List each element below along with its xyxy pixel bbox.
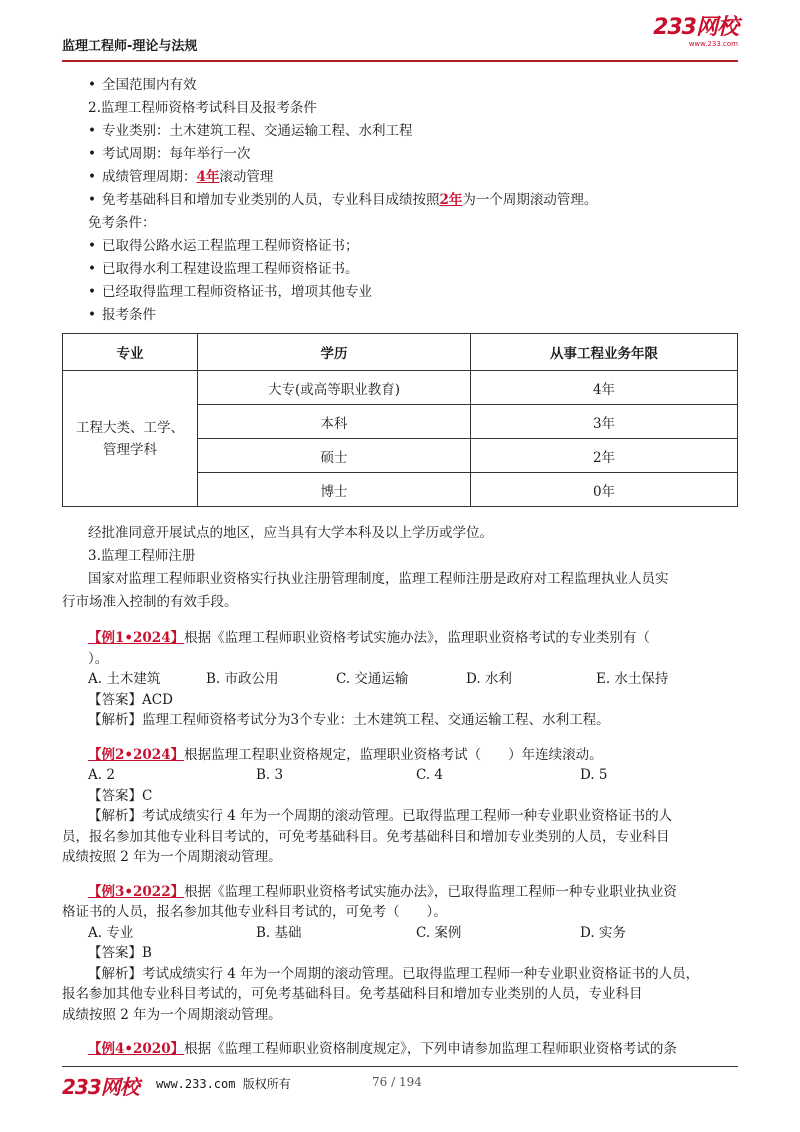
option: E. 水土保持 xyxy=(596,671,669,687)
page-header xyxy=(62,14,738,62)
page-footer xyxy=(62,1066,738,1097)
analysis: 成绩按照 2 年为一个周期滚动管理。 xyxy=(62,849,282,865)
exercise-tag: 【例4•2020】 xyxy=(88,1041,185,1057)
col-header-education: 学历 xyxy=(198,334,471,371)
bullet-item xyxy=(88,189,736,212)
option: C. 案例 xyxy=(416,924,462,941)
paragraph: 行市场准入控制的有效手段。 xyxy=(62,594,238,610)
table-row xyxy=(63,371,738,405)
requirements-table xyxy=(62,333,738,507)
bullet-item: • 专业类别：土木建筑工程、交通运输工程、水利工程 xyxy=(88,120,736,143)
education-cell: 博士 xyxy=(198,473,471,507)
major-line: 工程大类、工学、 xyxy=(76,419,184,436)
exercises-section xyxy=(62,628,738,1074)
bullet-item: • 报考条件 xyxy=(88,304,736,327)
answer: 【答案】ACD xyxy=(88,691,173,708)
question-text: ）。 xyxy=(88,650,109,667)
registration-section xyxy=(62,522,736,614)
years-cell: 0年 xyxy=(471,473,738,507)
years-cell: 4年 xyxy=(471,371,738,405)
question-text: 根据监理工程职业资格规定，监理职业资格考试（ ）年连续滚动。 xyxy=(184,746,603,763)
exercise-tag: 【例2•2024】 xyxy=(88,746,185,763)
highlight-term: 4年 xyxy=(196,169,220,185)
question xyxy=(88,1039,738,1060)
question xyxy=(88,882,738,903)
document-title: 监理工程师-理论与法规 xyxy=(62,39,198,54)
exercise-tag: 【例1•2024】 xyxy=(88,630,185,646)
analysis: 【解析】考试成绩实行 4 年为一个周期的滚动管理。已取得监理工程师一种专业职业资格证书的人员， xyxy=(88,965,700,982)
question-text: 根据《监理工程师职业资格制度规定》，下列申请参加监理工程师职业资格考试的条 xyxy=(184,1041,677,1057)
education-cell: 大专(或高等职业教育) xyxy=(198,371,471,405)
question-text: 根据《监理工程师职业资格考试实施办法》，监理职业资格考试的专业类别有（ xyxy=(184,630,650,646)
sub-heading: 免考条件： xyxy=(88,215,156,231)
intro-section xyxy=(88,74,736,327)
question xyxy=(88,628,738,649)
footer-copyright: www.233.com 版权所有 xyxy=(156,1077,291,1091)
bullet-item xyxy=(88,166,736,189)
years-cell: 3年 xyxy=(471,405,738,439)
text: 免考基础科目和增加专业类别的人员，专业科目成绩按照 xyxy=(102,192,440,208)
exercise-3 xyxy=(62,882,738,1026)
option: A. 土木建筑 xyxy=(88,671,161,687)
section-heading: 3.监理工程师注册 xyxy=(88,548,196,564)
answer: 【答案】C xyxy=(88,787,153,804)
text: 为一个周期滚动管理。 xyxy=(462,192,598,208)
answer: 【答案】B xyxy=(88,945,152,961)
exercise-2 xyxy=(62,745,738,868)
option: A. 2 xyxy=(88,767,115,783)
bullet-item: • 已经取得监理工程师资格证书，增项其他专业 xyxy=(88,281,736,304)
options xyxy=(88,765,738,786)
col-header-major: 专业 xyxy=(63,334,198,371)
analysis: 【解析】考试成绩实行 4 年为一个周期的滚动管理。已取得监理工程师一种专业职业资格证书的人 xyxy=(88,808,673,824)
option: C. 交通运输 xyxy=(336,671,409,687)
option: A. 专业 xyxy=(88,924,134,941)
option: D. 5 xyxy=(580,767,608,783)
paragraph: 经批准同意开展试点的地区，应当具有大学本科及以上学历或学位。 xyxy=(88,525,493,541)
paragraph: 国家对监理工程师职业资格实行执业注册管理制度，监理工程师注册是政府对工程监理执业人员实 xyxy=(88,571,669,587)
education-cell: 本科 xyxy=(198,405,471,439)
logo-wordmark: 233网校 xyxy=(653,15,738,40)
option: D. 水利 xyxy=(466,671,512,687)
options xyxy=(88,669,738,690)
major-line: 管理学科 xyxy=(103,441,157,458)
analysis: 报名参加其他专业科目考试的，可免考基础科目。免考基础科目和增加专业类别的人员，专业科目 xyxy=(62,986,643,1002)
option: D. 实务 xyxy=(580,924,626,941)
question-text: 根据《监理工程师职业资格考试实施办法》，已取得监理工程师一种专业职业执业资 xyxy=(184,883,677,900)
table-header-row xyxy=(63,334,738,371)
option: B. 基础 xyxy=(256,924,302,941)
option: B. 市政公用 xyxy=(206,671,279,687)
option: C. 4 xyxy=(416,767,444,783)
analysis: 【解析】监理工程师资格考试分为3个专业：土木建筑工程、交通运输工程、水利工程。 xyxy=(88,712,610,728)
analysis: 员，报名参加其他专业科目考试的，可免考基础科目。免考基础科目和增加专业类别的人员，专业科目 xyxy=(62,828,670,845)
options xyxy=(88,923,738,944)
bullet-item: • 已取得水利工程建设监理工程师资格证书。 xyxy=(88,258,736,281)
bullet-item: • 已取得公路水运工程监理工程师资格证书； xyxy=(88,235,736,258)
footer-logo: 233网校 xyxy=(62,1075,139,1099)
page-number: 76 / 194 xyxy=(372,1075,422,1089)
analysis: 成绩按照 2 年为一个周期滚动管理。 xyxy=(62,1006,282,1023)
exercise-1 xyxy=(88,628,738,731)
highlight-term: 2年 xyxy=(439,192,463,208)
question xyxy=(88,745,738,766)
option: B. 3 xyxy=(256,767,284,783)
brand-logo xyxy=(653,16,738,48)
bullet-item: • 考试周期：每年举行一次 xyxy=(88,143,736,166)
text: 成绩管理周期： xyxy=(102,169,197,185)
years-cell: 2年 xyxy=(471,439,738,473)
exercise-4 xyxy=(88,1039,738,1060)
exercise-tag: 【例3•2022】 xyxy=(88,883,185,900)
bullet-item: • 全国范围内有效 xyxy=(88,74,736,97)
major-cell xyxy=(63,371,198,507)
logo-url: www.233.com xyxy=(688,40,738,48)
text: 滚动管理 xyxy=(219,169,274,185)
education-cell: 硕士 xyxy=(198,439,471,473)
col-header-years: 从事工程业务年限 xyxy=(471,334,738,371)
question-text: 格证书的人员，报名参加其他专业科目考试的，可免考（ ）。 xyxy=(62,904,447,920)
section-heading: 2.监理工程师资格考试科目及报考条件 xyxy=(88,100,317,116)
